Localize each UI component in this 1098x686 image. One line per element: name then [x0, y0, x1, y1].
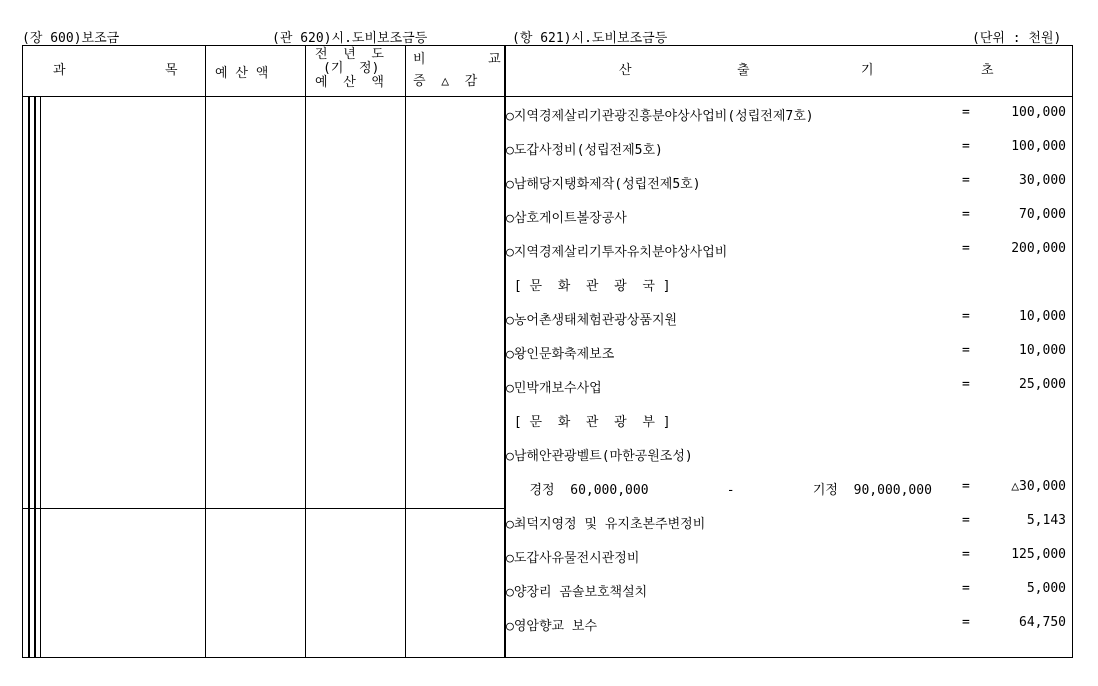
- row-description: ○지역경제살리기관광진흥분야상사업비(성립전제7호): [506, 109, 814, 124]
- row-description: ○도갑사정비(성립전제5호): [506, 143, 663, 158]
- col1-inner-line: [40, 96, 41, 657]
- row-amount: 70,000: [1019, 207, 1066, 222]
- row-equals: =: [962, 581, 970, 596]
- row-description: [ 문 화 관 광 국 ]: [506, 279, 671, 294]
- table-row: [506, 343, 1066, 363]
- budget-table: [22, 45, 1073, 658]
- table-row: [506, 513, 1066, 533]
- col1-inner-line: [28, 96, 30, 657]
- col-header-compare-1: 비 교: [413, 52, 501, 67]
- row-description: ○양장리 곰솔보호책설치: [506, 585, 648, 600]
- table-row: [506, 241, 1066, 261]
- row-equals: =: [962, 513, 970, 528]
- col-header-sanchul-1: 산: [619, 63, 632, 78]
- col-header-prev-2: (기 정): [323, 61, 380, 76]
- table-row: [506, 309, 1066, 329]
- col-header-prev-3: 예 산 액: [315, 75, 384, 90]
- row-amount: △30,000: [1011, 479, 1066, 494]
- col1-inner-line: [34, 96, 36, 657]
- row-description: ○삼호게이트볼장공사: [506, 211, 627, 226]
- col-header-budget: 예 산 액: [215, 66, 269, 81]
- row-description: ○도갑사유물전시관정비: [506, 551, 640, 566]
- row-description: ○영암향교 보수: [506, 619, 598, 634]
- table-row: [506, 547, 1066, 567]
- row-equals: =: [962, 105, 970, 120]
- col-header-gwamok-b: 목: [165, 63, 178, 78]
- row-description: ○농어촌생태체험관광상품지원: [506, 313, 678, 328]
- row-description: ○왕인문화축제보조: [506, 347, 615, 362]
- table-row: [506, 207, 1066, 227]
- row-amount: 10,000: [1019, 343, 1066, 358]
- row-equals: =: [962, 241, 970, 256]
- row-description: ○민박개보수사업: [506, 381, 602, 396]
- col-divider: [305, 46, 306, 657]
- table-row: [506, 479, 1066, 499]
- header-hang: (항 621)시.도비보조금등: [512, 31, 668, 46]
- row-equals: =: [962, 139, 970, 154]
- row-equals: =: [962, 343, 970, 358]
- row-amount: 5,143: [1026, 513, 1066, 528]
- row-amount: 5,000: [1026, 581, 1066, 596]
- row-equals: =: [962, 479, 970, 494]
- row-equals: =: [962, 547, 970, 562]
- row-description: ○남해당지탱화제작(성립전제5호): [506, 177, 701, 192]
- row-description: ○남해안관광벨트(마한공원조성): [506, 449, 693, 464]
- row-equals: =: [962, 309, 970, 324]
- row-amount: 30,000: [1019, 173, 1066, 188]
- table-row: [506, 275, 1066, 295]
- table-row: [506, 411, 1066, 431]
- header-jang: (장 600)보조금: [22, 31, 120, 46]
- row-equals: =: [962, 615, 970, 630]
- table-row: [506, 139, 1066, 159]
- row-description: 경정 60,000,000 - 기정 90,000,000: [506, 483, 932, 498]
- col-header-sanchul-3: 기: [861, 63, 874, 78]
- col-divider: [405, 46, 406, 657]
- col-header-sanchul-2: 출: [737, 63, 750, 78]
- row-amount: 25,000: [1019, 377, 1066, 392]
- table-row: [506, 615, 1066, 635]
- header-unit: (단위 : 천원): [972, 31, 1062, 46]
- table-row: [506, 445, 1066, 465]
- row-amount: 100,000: [1011, 139, 1066, 154]
- table-row: [506, 581, 1066, 601]
- table-row: [506, 105, 1066, 125]
- col-divider: [205, 46, 206, 657]
- header-gwan: (관 620)시.도비보조금등: [272, 31, 428, 46]
- col-header-compare-2: 증 △ 감: [413, 74, 478, 89]
- row-amount: 64,750: [1019, 615, 1066, 630]
- row-description: [ 문 화 관 광 부 ]: [506, 415, 671, 430]
- row-amount: 100,000: [1011, 105, 1066, 120]
- row-equals: =: [962, 173, 970, 188]
- table-row: [506, 377, 1066, 397]
- col-header-prev-1: 전 년 도: [315, 47, 384, 62]
- row-description: ○지역경제살리기투자유치분야상사업비: [506, 245, 728, 260]
- header-divider: [23, 96, 1072, 97]
- row-amount: 200,000: [1011, 241, 1066, 256]
- row-equals: =: [962, 377, 970, 392]
- col-header-gwamok-a: 과: [53, 63, 66, 78]
- group-divider: [23, 508, 505, 509]
- row-description: ○최덕지영정 및 유지초본주변정비: [506, 517, 706, 532]
- row-equals: =: [962, 207, 970, 222]
- col-header-sanchul-4: 초: [981, 63, 994, 78]
- table-row: [506, 173, 1066, 193]
- row-amount: 125,000: [1011, 547, 1066, 562]
- row-amount: 10,000: [1019, 309, 1066, 324]
